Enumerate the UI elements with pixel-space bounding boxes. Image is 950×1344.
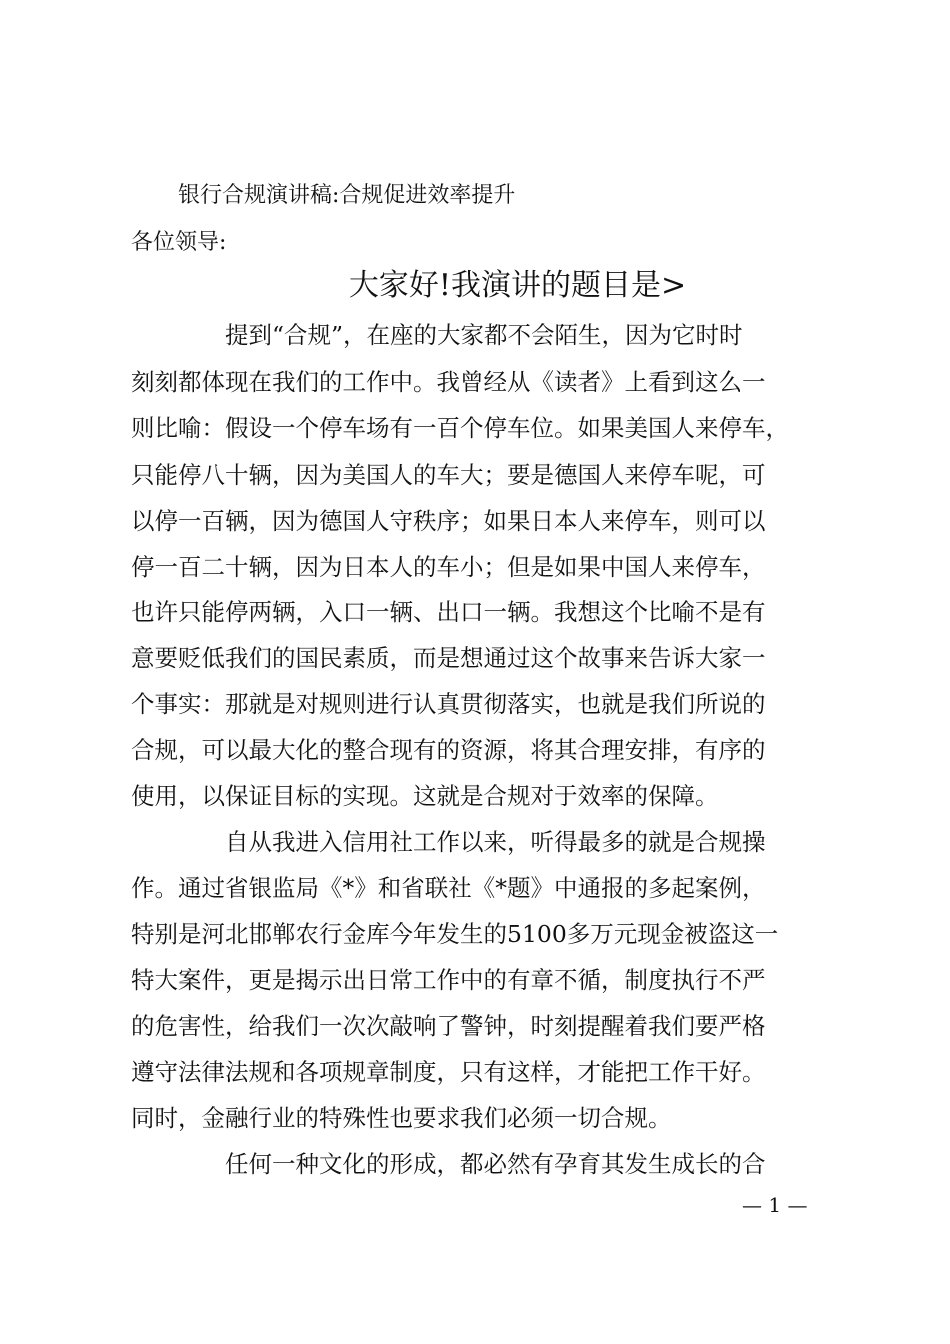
- body-line: 特别是河北邯郸农行金库今年发生的5100多万元现金被盗这一: [131, 920, 779, 948]
- body-line: 以停一百辆，因为德国人守秩序；如果日本人来停车，则可以: [131, 507, 766, 535]
- body-line: 合规，可以最大化的整合现有的资源，将其合理安排，有序的: [131, 736, 766, 764]
- body-line: 停一百二十辆，因为日本人的车小；但是如果中国人来停车，: [131, 553, 766, 581]
- body-line: 的危害性，给我们一次次敲响了警钟，时刻提醒着我们要严格: [131, 1012, 766, 1040]
- body-line: 使用，以保证目标的实现。这就是合规对于效率的保障。: [131, 782, 719, 810]
- body-line: 意要贬低我们的国民素质，而是想通过这个故事来告诉大家一: [131, 644, 766, 672]
- body-line: 同时，金融行业的特殊性也要求我们必须一切合规。: [131, 1104, 672, 1132]
- body-line: 刻刻都体现在我们的工作中。我曾经从《读者》上看到这么一: [131, 368, 766, 396]
- body-line: 只能停八十辆，因为美国人的车大；要是德国人来停车呢，可: [131, 461, 766, 489]
- body-line: 作。通过省银监局《*》和省联社《*题》中通报的多起案例，: [131, 874, 766, 902]
- body-line: 自从我进入信用社工作以来，听得最多的就是合规操: [131, 828, 766, 856]
- salutation: 各位领导:: [131, 230, 227, 255]
- body-line: 也许只能停两辆，入口一辆、出口一辆。我想这个比喻不是有: [131, 598, 766, 626]
- document-title: 银行合规演讲稿:合规促进效率提升: [178, 183, 516, 208]
- body-line: 提到“合规”，在座的大家都不会陌生，因为它时时: [131, 321, 743, 349]
- body-line: 则比喻：假设一个停车场有一百个停车位。如果美国人来停车，: [131, 414, 789, 442]
- page-number: — 1 —: [742, 1193, 808, 1217]
- body-line: 特大案件，更是揭示出日常工作中的有章不循，制度执行不严: [131, 966, 766, 994]
- speech-heading: 大家好!我演讲的题目是>: [348, 268, 687, 303]
- body-line: 任何一种文化的形成，都必然有孕育其发生成长的合: [131, 1150, 766, 1178]
- body-line: 遵守法律法规和各项规章制度，只有这样，才能把工作干好。: [131, 1058, 766, 1086]
- body-line: 个事实：那就是对规则进行认真贯彻落实，也就是我们所说的: [131, 690, 766, 718]
